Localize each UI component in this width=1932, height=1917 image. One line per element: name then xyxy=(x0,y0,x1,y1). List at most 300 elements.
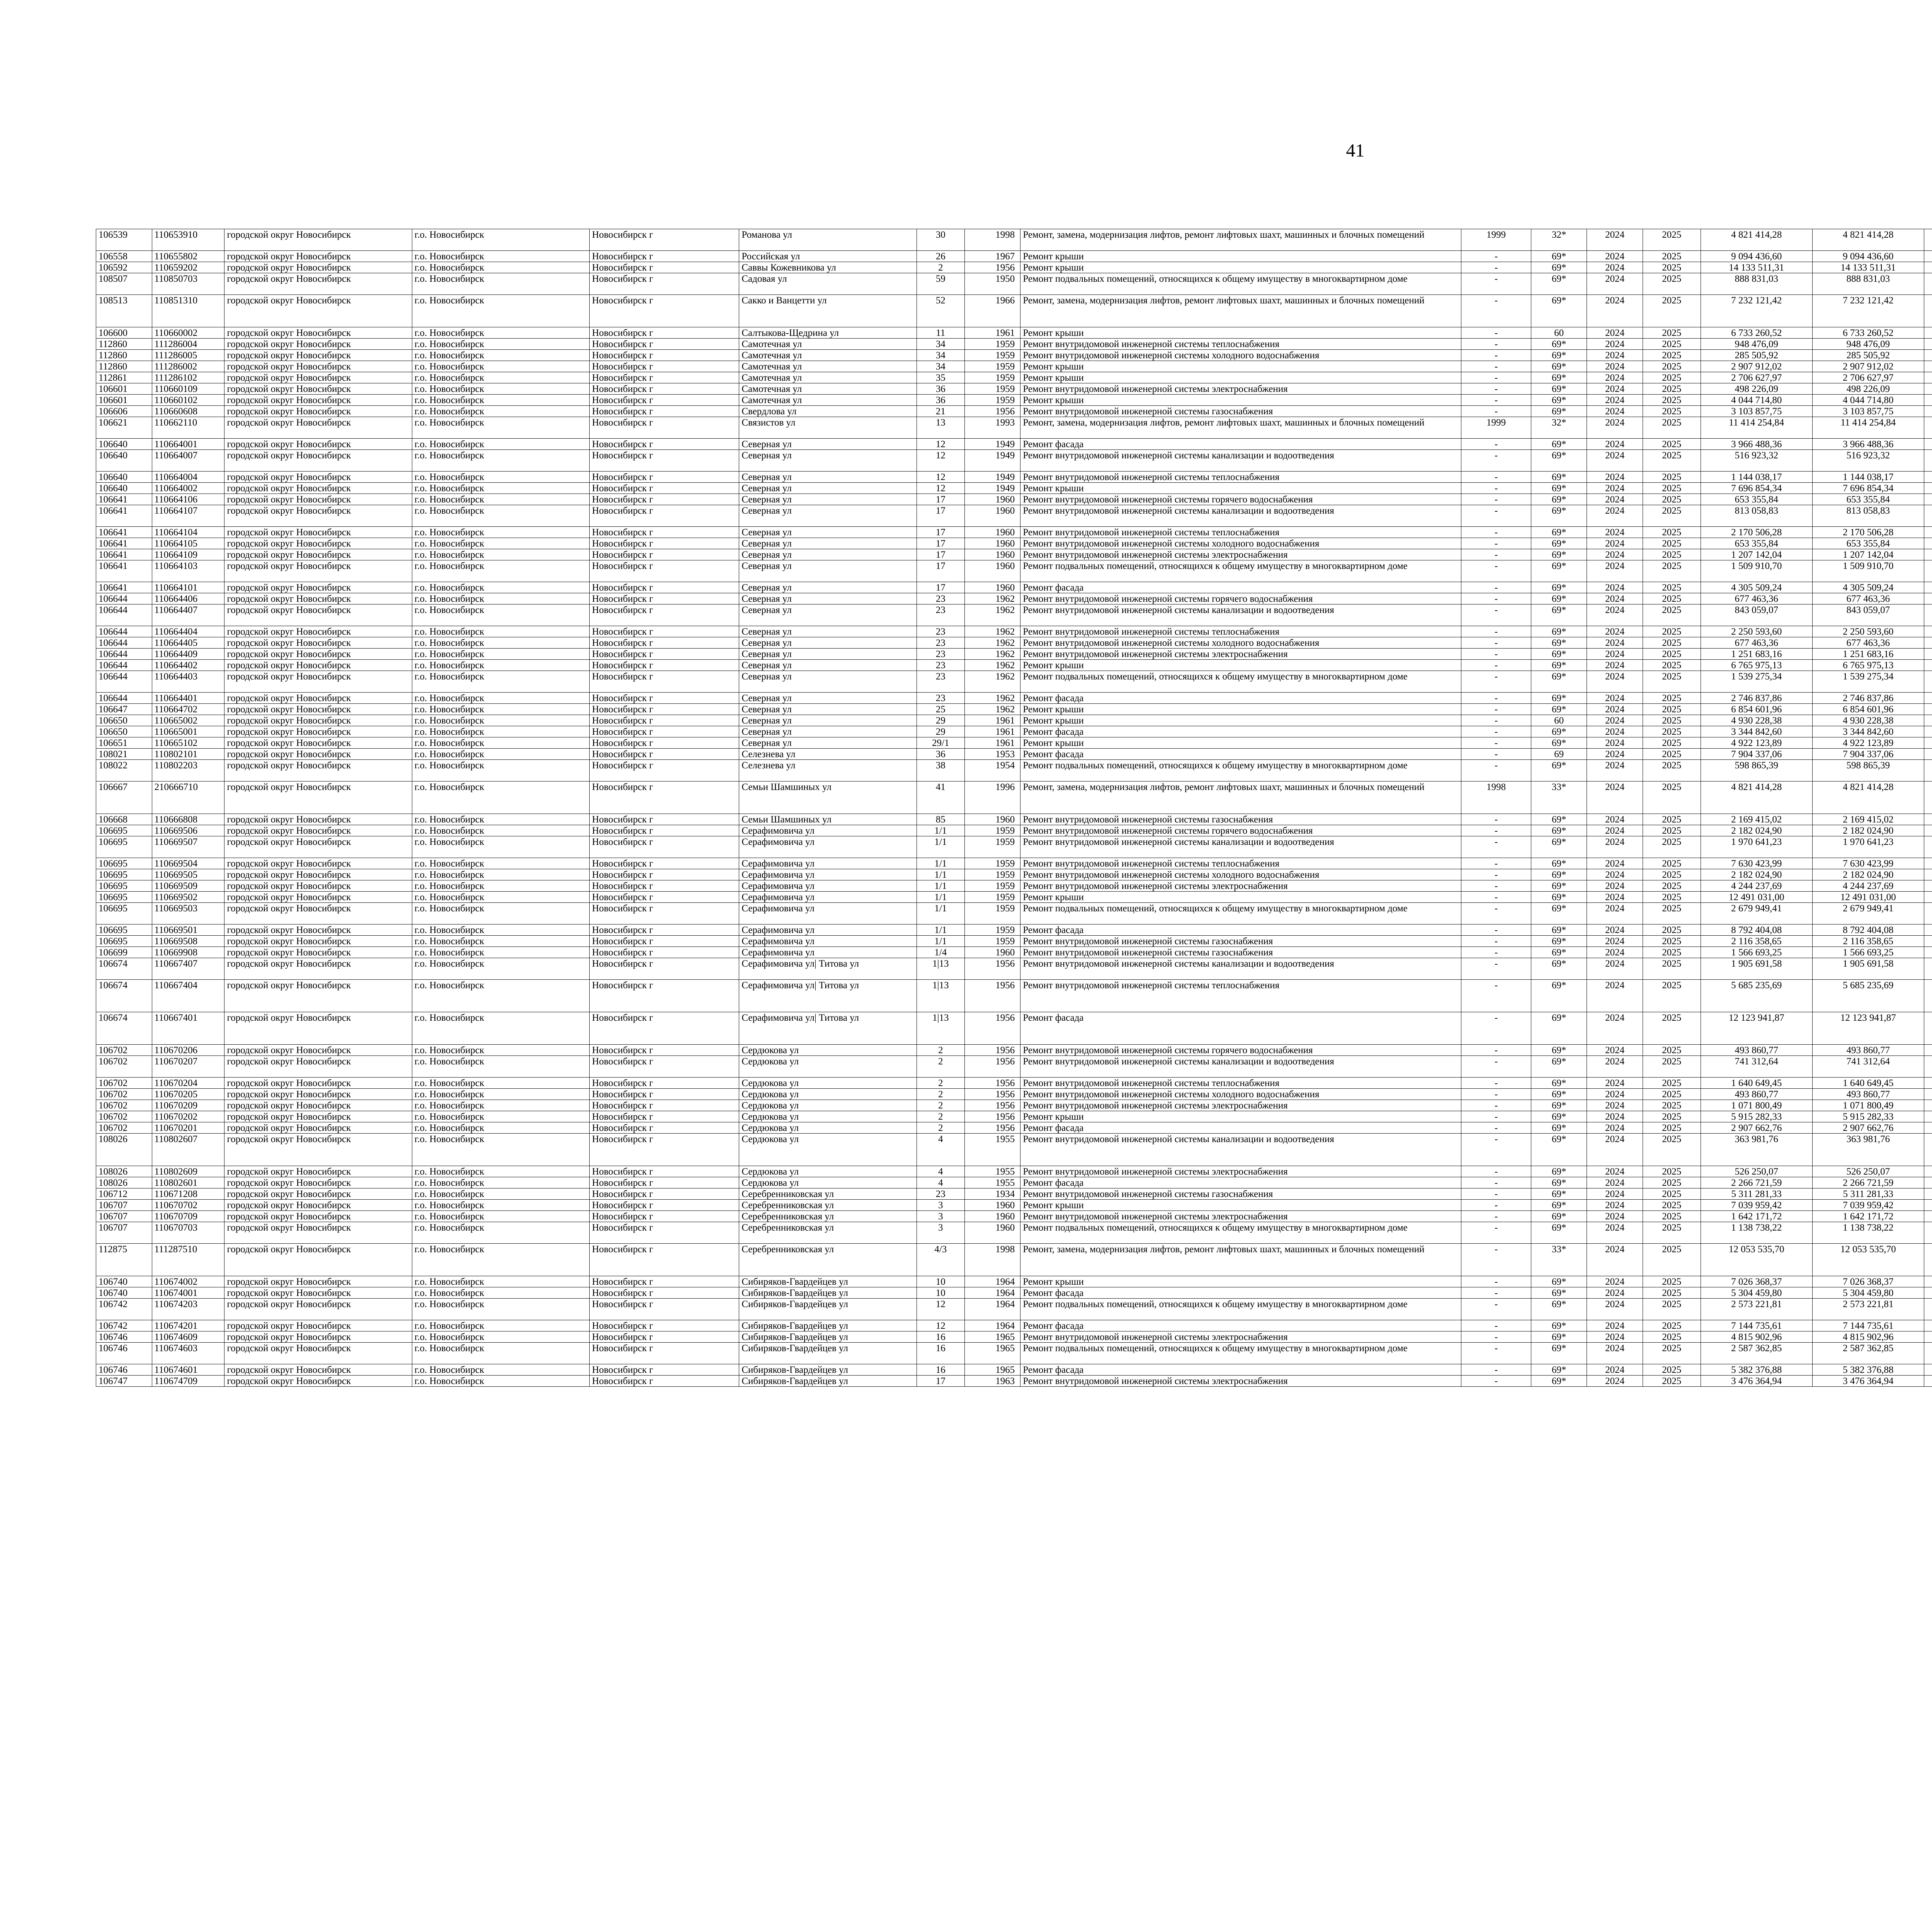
street-cell: Северная ул xyxy=(739,726,917,737)
total-cost-cell: 5 304 459,80 xyxy=(1701,1287,1812,1299)
work-code-cell: 110669509 xyxy=(152,880,224,892)
row-id-cell: 108022 xyxy=(96,760,152,781)
street-cell: Самотечная ул xyxy=(739,395,917,406)
municipality-cell: г.о. Новосибирск xyxy=(412,1299,589,1320)
fund-cost-cell: 5 382 376,88 xyxy=(1812,1364,1924,1376)
fund-cost-cell: 653 355,84 xyxy=(1812,494,1924,505)
row-id-cell: 106699 xyxy=(96,947,152,958)
lift-year-cell: - xyxy=(1461,1056,1531,1078)
row-id-cell: 106702 xyxy=(96,1078,152,1089)
plan-year-cell: 2024 xyxy=(1587,251,1643,262)
table-row xyxy=(96,1012,1932,1045)
total-cost-cell: 2 746 837,86 xyxy=(1701,693,1812,704)
budget-federal-cell xyxy=(1924,825,1932,836)
plan-year-cell: 2024 xyxy=(1587,693,1643,704)
district-cell: городской округ Новосибирск xyxy=(224,737,412,749)
row-id-cell: 106674 xyxy=(96,1012,152,1045)
locality-cell: Новосибирск г xyxy=(590,295,739,327)
work-type-cell: Ремонт подвальных помещений, относящихся к общему имуществу в многоквартирном доме xyxy=(1020,1222,1461,1244)
work-code-cell: 110655802 xyxy=(152,251,224,262)
district-cell: городской округ Новосибирск xyxy=(224,858,412,869)
lift-year-cell: - xyxy=(1461,1364,1531,1376)
budget-federal-cell xyxy=(1924,327,1932,339)
row-id-cell: 108026 xyxy=(96,1177,152,1188)
district-cell: городской округ Новосибирск xyxy=(224,749,412,760)
house-number-cell: 85 xyxy=(917,814,964,825)
end-year-cell: 2025 xyxy=(1643,1211,1701,1222)
street-cell: Северная ул xyxy=(739,704,917,715)
locality-cell: Новосибирск г xyxy=(590,604,739,626)
municipality-cell: г.о. Новосибирск xyxy=(412,704,589,715)
wear-cell: 69* xyxy=(1531,869,1587,880)
district-cell: городской округ Новосибирск xyxy=(224,560,412,582)
row-id-cell: 108507 xyxy=(96,273,152,295)
total-cost-cell: 843 059,07 xyxy=(1701,604,1812,626)
locality-cell: Новосибирск г xyxy=(590,781,739,814)
fund-cost-cell: 2 116 358,65 xyxy=(1812,936,1924,947)
end-year-cell: 2025 xyxy=(1643,450,1701,472)
work-code-cell: 110660109 xyxy=(152,383,224,395)
row-id-cell: 106640 xyxy=(96,483,152,494)
house-number-cell: 25 xyxy=(917,704,964,715)
table-row xyxy=(96,924,1932,936)
work-code-cell: 111286004 xyxy=(152,339,224,350)
total-cost-cell: 1 539 275,34 xyxy=(1701,671,1812,693)
budget-federal-cell xyxy=(1924,749,1932,760)
work-code-cell: 110664106 xyxy=(152,494,224,505)
locality-cell: Новосибирск г xyxy=(590,273,739,295)
house-number-cell: 23 xyxy=(917,604,964,626)
house-number-cell: 1|13 xyxy=(917,980,964,1012)
plan-year-cell: 2024 xyxy=(1587,1012,1643,1045)
row-id-cell: 106702 xyxy=(96,1111,152,1122)
house-number-cell: 29 xyxy=(917,726,964,737)
end-year-cell: 2025 xyxy=(1643,626,1701,637)
district-cell: городской округ Новосибирск xyxy=(224,1188,412,1200)
budget-federal-cell xyxy=(1924,1364,1932,1376)
end-year-cell: 2025 xyxy=(1643,593,1701,604)
house-number-cell: 17 xyxy=(917,494,964,505)
wear-cell: 69* xyxy=(1531,1100,1587,1111)
wear-cell: 69* xyxy=(1531,704,1587,715)
district-cell: городской округ Новосибирск xyxy=(224,483,412,494)
row-id-cell: 106746 xyxy=(96,1331,152,1343)
district-cell: городской округ Новосибирск xyxy=(224,505,412,527)
build-year-cell: 1960 xyxy=(964,814,1020,825)
build-year-cell: 1956 xyxy=(964,1100,1020,1111)
district-cell: городской округ Новосибирск xyxy=(224,626,412,637)
locality-cell: Новосибирск г xyxy=(590,947,739,958)
plan-year-cell: 2024 xyxy=(1587,1299,1643,1320)
work-type-cell: Ремонт подвальных помещений, относящихся к общему имуществу в многоквартирном доме xyxy=(1020,903,1461,924)
street-cell: Семьи Шамшиных ул xyxy=(739,814,917,825)
table-row xyxy=(96,327,1932,339)
fund-cost-cell: 677 463,36 xyxy=(1812,593,1924,604)
work-code-cell: 110670207 xyxy=(152,1056,224,1078)
plan-year-cell: 2024 xyxy=(1587,1331,1643,1343)
locality-cell: Новосибирск г xyxy=(590,395,739,406)
work-code-cell: 110674201 xyxy=(152,1320,224,1331)
table-row xyxy=(96,395,1932,406)
budget-federal-cell xyxy=(1924,339,1932,350)
budget-federal-cell xyxy=(1924,637,1932,649)
budget-federal-cell xyxy=(1924,406,1932,417)
house-number-cell: 2 xyxy=(917,262,964,273)
end-year-cell: 2025 xyxy=(1643,858,1701,869)
municipality-cell: г.о. Новосибирск xyxy=(412,527,589,538)
municipality-cell: г.о. Новосибирск xyxy=(412,505,589,527)
table-row xyxy=(96,892,1932,903)
locality-cell: Новосибирск г xyxy=(590,527,739,538)
total-cost-cell: 4 815 902,96 xyxy=(1701,1331,1812,1343)
lift-year-cell: - xyxy=(1461,1287,1531,1299)
street-cell: Серебренниковская ул xyxy=(739,1188,917,1200)
municipality-cell: г.о. Новосибирск xyxy=(412,825,589,836)
district-cell: городской округ Новосибирск xyxy=(224,1122,412,1134)
locality-cell: Новосибирск г xyxy=(590,1078,739,1089)
build-year-cell: 1965 xyxy=(964,1343,1020,1364)
municipality-cell: г.о. Новосибирск xyxy=(412,549,589,560)
house-number-cell: 4 xyxy=(917,1134,964,1166)
work-type-cell: Ремонт фасада xyxy=(1020,726,1461,737)
lift-year-cell: - xyxy=(1461,494,1531,505)
house-number-cell: 1/1 xyxy=(917,858,964,869)
plan-year-cell: 2024 xyxy=(1587,383,1643,395)
work-code-cell: 110670204 xyxy=(152,1078,224,1089)
work-type-cell: Ремонт внутридомовой инженерной системы теплоснабжения xyxy=(1020,626,1461,637)
row-id-cell: 106742 xyxy=(96,1299,152,1320)
locality-cell: Новосибирск г xyxy=(590,1211,739,1222)
row-id-cell: 106644 xyxy=(96,660,152,671)
table-row xyxy=(96,1100,1932,1111)
locality-cell: Новосибирск г xyxy=(590,1177,739,1188)
build-year-cell: 1965 xyxy=(964,1331,1020,1343)
table-row xyxy=(96,450,1932,472)
total-cost-cell: 7 039 959,42 xyxy=(1701,1200,1812,1211)
house-number-cell: 21 xyxy=(917,406,964,417)
wear-cell: 69* xyxy=(1531,1200,1587,1211)
municipality-cell: г.о. Новосибирск xyxy=(412,1111,589,1122)
wear-cell: 69* xyxy=(1531,439,1587,450)
total-cost-cell: 2 706 627,97 xyxy=(1701,372,1812,383)
house-number-cell: 23 xyxy=(917,593,964,604)
build-year-cell: 1950 xyxy=(964,273,1020,295)
municipality-cell: г.о. Новосибирск xyxy=(412,869,589,880)
lift-year-cell: - xyxy=(1461,1122,1531,1134)
budget-federal-cell xyxy=(1924,1276,1932,1287)
fund-cost-cell: 7 630 423,99 xyxy=(1812,858,1924,869)
district-cell: городской округ Новосибирск xyxy=(224,814,412,825)
district-cell: городской округ Новосибирск xyxy=(224,439,412,450)
fund-cost-cell: 2 182 024,90 xyxy=(1812,869,1924,880)
budget-federal-cell xyxy=(1924,704,1932,715)
fund-cost-cell: 2 182 024,90 xyxy=(1812,825,1924,836)
municipality-cell: г.о. Новосибирск xyxy=(412,660,589,671)
district-cell: городской округ Новосибирск xyxy=(224,229,412,251)
house-number-cell: 1/1 xyxy=(917,869,964,880)
street-cell: Серебренниковская ул xyxy=(739,1211,917,1222)
lift-year-cell: - xyxy=(1461,869,1531,880)
house-number-cell: 12 xyxy=(917,472,964,483)
fund-cost-cell: 7 696 854,34 xyxy=(1812,483,1924,494)
total-cost-cell: 2 679 949,41 xyxy=(1701,903,1812,924)
build-year-cell: 1955 xyxy=(964,1166,1020,1177)
wear-cell: 69* xyxy=(1531,693,1587,704)
work-type-cell: Ремонт внутридомовой инженерной системы электроснабжения xyxy=(1020,1331,1461,1343)
end-year-cell: 2025 xyxy=(1643,947,1701,958)
work-type-cell: Ремонт внутридомовой инженерной системы теплоснабжения xyxy=(1020,472,1461,483)
wear-cell: 32* xyxy=(1531,417,1587,439)
row-id-cell: 106707 xyxy=(96,1222,152,1244)
total-cost-cell: 741 312,64 xyxy=(1701,1056,1812,1078)
row-id-cell: 106650 xyxy=(96,726,152,737)
table-row xyxy=(96,1122,1932,1134)
house-number-cell: 1/4 xyxy=(917,947,964,958)
house-number-cell: 36 xyxy=(917,383,964,395)
house-number-cell: 13 xyxy=(917,417,964,439)
work-code-cell: 110669503 xyxy=(152,903,224,924)
lift-year-cell: - xyxy=(1461,350,1531,361)
total-cost-cell: 3 344 842,60 xyxy=(1701,726,1812,737)
work-type-cell: Ремонт внутридомовой инженерной системы холодного водоснабжения xyxy=(1020,869,1461,880)
wear-cell: 69* xyxy=(1531,1376,1587,1387)
wear-cell: 69* xyxy=(1531,527,1587,538)
row-id-cell: 106712 xyxy=(96,1188,152,1200)
row-id-cell: 106606 xyxy=(96,406,152,417)
work-type-cell: Ремонт внутридомовой инженерной системы теплоснабжения xyxy=(1020,527,1461,538)
locality-cell: Новосибирск г xyxy=(590,1222,739,1244)
table-row xyxy=(96,704,1932,715)
municipality-cell: г.о. Новосибирск xyxy=(412,273,589,295)
capital-repair-table xyxy=(96,229,1932,1387)
total-cost-cell: 4 922 123,89 xyxy=(1701,737,1812,749)
locality-cell: Новосибирск г xyxy=(590,671,739,693)
street-cell: Садовая ул xyxy=(739,273,917,295)
district-cell: городской округ Новосибирск xyxy=(224,417,412,439)
end-year-cell: 2025 xyxy=(1643,671,1701,693)
house-number-cell: 1/1 xyxy=(917,903,964,924)
house-number-cell: 1/1 xyxy=(917,892,964,903)
fund-cost-cell: 7 026 368,37 xyxy=(1812,1276,1924,1287)
municipality-cell: г.о. Новосибирск xyxy=(412,671,589,693)
row-id-cell: 106702 xyxy=(96,1100,152,1111)
lift-year-cell: - xyxy=(1461,295,1531,327)
locality-cell: Новосибирск г xyxy=(590,704,739,715)
work-type-cell: Ремонт внутридомовой инженерной системы электроснабжения xyxy=(1020,549,1461,560)
work-code-cell: 110670703 xyxy=(152,1222,224,1244)
row-id-cell: 106601 xyxy=(96,395,152,406)
house-number-cell: 2 xyxy=(917,1122,964,1134)
wear-cell: 69* xyxy=(1531,1287,1587,1299)
table-row xyxy=(96,472,1932,483)
total-cost-cell: 8 792 404,08 xyxy=(1701,924,1812,936)
municipality-cell: г.о. Новосибирск xyxy=(412,439,589,450)
work-code-cell: 110662110 xyxy=(152,417,224,439)
total-cost-cell: 1 509 910,70 xyxy=(1701,560,1812,582)
table-row xyxy=(96,560,1932,582)
work-code-cell: 110802101 xyxy=(152,749,224,760)
total-cost-cell: 5 382 376,88 xyxy=(1701,1364,1812,1376)
end-year-cell: 2025 xyxy=(1643,637,1701,649)
municipality-cell: г.о. Новосибирск xyxy=(412,814,589,825)
build-year-cell: 1959 xyxy=(964,869,1020,880)
municipality-cell: г.о. Новосибирск xyxy=(412,1012,589,1045)
municipality-cell: г.о. Новосибирск xyxy=(412,892,589,903)
budget-federal-cell xyxy=(1924,814,1932,825)
budget-federal-cell xyxy=(1924,1376,1932,1387)
table-row xyxy=(96,1056,1932,1078)
locality-cell: Новосибирск г xyxy=(590,936,739,947)
build-year-cell: 1956 xyxy=(964,1111,1020,1122)
district-cell: городской округ Новосибирск xyxy=(224,1056,412,1078)
plan-year-cell: 2024 xyxy=(1587,649,1643,660)
municipality-cell: г.о. Новосибирск xyxy=(412,229,589,251)
build-year-cell: 1959 xyxy=(964,825,1020,836)
row-id-cell: 106674 xyxy=(96,980,152,1012)
table-row xyxy=(96,262,1932,273)
locality-cell: Новосибирск г xyxy=(590,858,739,869)
work-code-cell: 110670209 xyxy=(152,1100,224,1111)
locality-cell: Новосибирск г xyxy=(590,814,739,825)
table-row xyxy=(96,538,1932,549)
lift-year-cell: - xyxy=(1461,1045,1531,1056)
lift-year-cell: - xyxy=(1461,903,1531,924)
table-row xyxy=(96,439,1932,450)
municipality-cell: г.о. Новосибирск xyxy=(412,1045,589,1056)
street-cell: Серафимовича ул xyxy=(739,892,917,903)
wear-cell: 69* xyxy=(1531,560,1587,582)
work-type-cell: Ремонт фасада xyxy=(1020,1320,1461,1331)
wear-cell: 69* xyxy=(1531,1111,1587,1122)
wear-cell: 69 xyxy=(1531,749,1587,760)
end-year-cell: 2025 xyxy=(1643,1364,1701,1376)
build-year-cell: 1949 xyxy=(964,472,1020,483)
build-year-cell: 1955 xyxy=(964,1134,1020,1166)
work-code-cell: 111286002 xyxy=(152,361,224,372)
plan-year-cell: 2024 xyxy=(1587,527,1643,538)
end-year-cell: 2025 xyxy=(1643,1166,1701,1177)
row-id-cell: 106695 xyxy=(96,892,152,903)
lift-year-cell: - xyxy=(1461,749,1531,760)
end-year-cell: 2025 xyxy=(1643,494,1701,505)
lift-year-cell: 1999 xyxy=(1461,417,1531,439)
locality-cell: Новосибирск г xyxy=(590,958,739,980)
municipality-cell: г.о. Новосибирск xyxy=(412,737,589,749)
budget-federal-cell xyxy=(1924,262,1932,273)
street-cell: Сибиряков-Гвардейцев ул xyxy=(739,1320,917,1331)
locality-cell: Новосибирск г xyxy=(590,483,739,494)
fund-cost-cell: 1 970 641,23 xyxy=(1812,836,1924,858)
work-code-cell: 110664004 xyxy=(152,472,224,483)
total-cost-cell: 363 981,76 xyxy=(1701,1134,1812,1166)
work-type-cell: Ремонт подвальных помещений, относящихся к общему имуществу в многоквартирном доме xyxy=(1020,1343,1461,1364)
plan-year-cell: 2024 xyxy=(1587,1222,1643,1244)
budget-federal-cell xyxy=(1924,726,1932,737)
work-type-cell: Ремонт подвальных помещений, относящихся к общему имуществу в многоквартирном доме xyxy=(1020,560,1461,582)
municipality-cell: г.о. Новосибирск xyxy=(412,1078,589,1089)
table-row xyxy=(96,715,1932,726)
table-row xyxy=(96,1343,1932,1364)
plan-year-cell: 2024 xyxy=(1587,858,1643,869)
total-cost-cell: 6 733 260,52 xyxy=(1701,327,1812,339)
work-code-cell: 110669502 xyxy=(152,892,224,903)
total-cost-cell: 3 103 857,75 xyxy=(1701,406,1812,417)
district-cell: городской округ Новосибирск xyxy=(224,1089,412,1100)
total-cost-cell: 7 232 121,42 xyxy=(1701,295,1812,327)
row-id-cell: 108513 xyxy=(96,295,152,327)
fund-cost-cell: 4 244 237,69 xyxy=(1812,880,1924,892)
work-type-cell: Ремонт крыши xyxy=(1020,483,1461,494)
wear-cell: 69* xyxy=(1531,892,1587,903)
locality-cell: Новосибирск г xyxy=(590,760,739,781)
district-cell: городской округ Новосибирск xyxy=(224,1111,412,1122)
work-type-cell: Ремонт внутридомовой инженерной системы канализации и водоотведения xyxy=(1020,1134,1461,1166)
end-year-cell: 2025 xyxy=(1643,1200,1701,1211)
table-row xyxy=(96,229,1932,251)
street-cell: Северная ул xyxy=(739,549,917,560)
district-cell: городской округ Новосибирск xyxy=(224,660,412,671)
work-code-cell: 110670206 xyxy=(152,1045,224,1056)
locality-cell: Новосибирск г xyxy=(590,825,739,836)
lift-year-cell: - xyxy=(1461,660,1531,671)
street-cell: Северная ул xyxy=(739,660,917,671)
locality-cell: Новосибирск г xyxy=(590,1200,739,1211)
lift-year-cell: - xyxy=(1461,936,1531,947)
table-row xyxy=(96,1089,1932,1100)
fund-cost-cell: 2 250 593,60 xyxy=(1812,626,1924,637)
lift-year-cell: - xyxy=(1461,1200,1531,1211)
district-cell: городской округ Новосибирск xyxy=(224,781,412,814)
municipality-cell: г.о. Новосибирск xyxy=(412,626,589,637)
total-cost-cell: 2 169 415,02 xyxy=(1701,814,1812,825)
municipality-cell: г.о. Новосибирск xyxy=(412,538,589,549)
district-cell: городской округ Новосибирск xyxy=(224,1287,412,1299)
work-type-cell: Ремонт крыши xyxy=(1020,395,1461,406)
build-year-cell: 1967 xyxy=(964,251,1020,262)
row-id-cell: 106641 xyxy=(96,527,152,538)
end-year-cell: 2025 xyxy=(1643,1012,1701,1045)
street-cell: Сибиряков-Гвардейцев ул xyxy=(739,1287,917,1299)
wear-cell: 69* xyxy=(1531,262,1587,273)
budget-federal-cell xyxy=(1924,880,1932,892)
work-type-cell: Ремонт фасада xyxy=(1020,1177,1461,1188)
plan-year-cell: 2024 xyxy=(1587,1166,1643,1177)
street-cell: Северная ул xyxy=(739,439,917,450)
build-year-cell: 1998 xyxy=(964,1244,1020,1276)
lift-year-cell: - xyxy=(1461,1343,1531,1364)
lift-year-cell: - xyxy=(1461,1188,1531,1200)
wear-cell: 69* xyxy=(1531,880,1587,892)
house-number-cell: 17 xyxy=(917,560,964,582)
row-id-cell: 106740 xyxy=(96,1276,152,1287)
district-cell: городской округ Новосибирск xyxy=(224,593,412,604)
end-year-cell: 2025 xyxy=(1643,417,1701,439)
budget-federal-cell xyxy=(1924,1200,1932,1211)
work-type-cell: Ремонт внутридомовой инженерной системы электроснабжения xyxy=(1020,1211,1461,1222)
work-code-cell: 110669505 xyxy=(152,869,224,880)
street-cell: Северная ул xyxy=(739,693,917,704)
build-year-cell: 1956 xyxy=(964,406,1020,417)
work-code-cell: 110665102 xyxy=(152,737,224,749)
fund-cost-cell: 12 491 031,00 xyxy=(1812,892,1924,903)
row-id-cell: 106674 xyxy=(96,958,152,980)
locality-cell: Новосибирск г xyxy=(590,1364,739,1376)
total-cost-cell: 653 355,84 xyxy=(1701,538,1812,549)
street-cell: Связистов ул xyxy=(739,417,917,439)
fund-cost-cell: 5 685 235,69 xyxy=(1812,980,1924,1012)
plan-year-cell: 2024 xyxy=(1587,494,1643,505)
table-row xyxy=(96,1211,1932,1222)
